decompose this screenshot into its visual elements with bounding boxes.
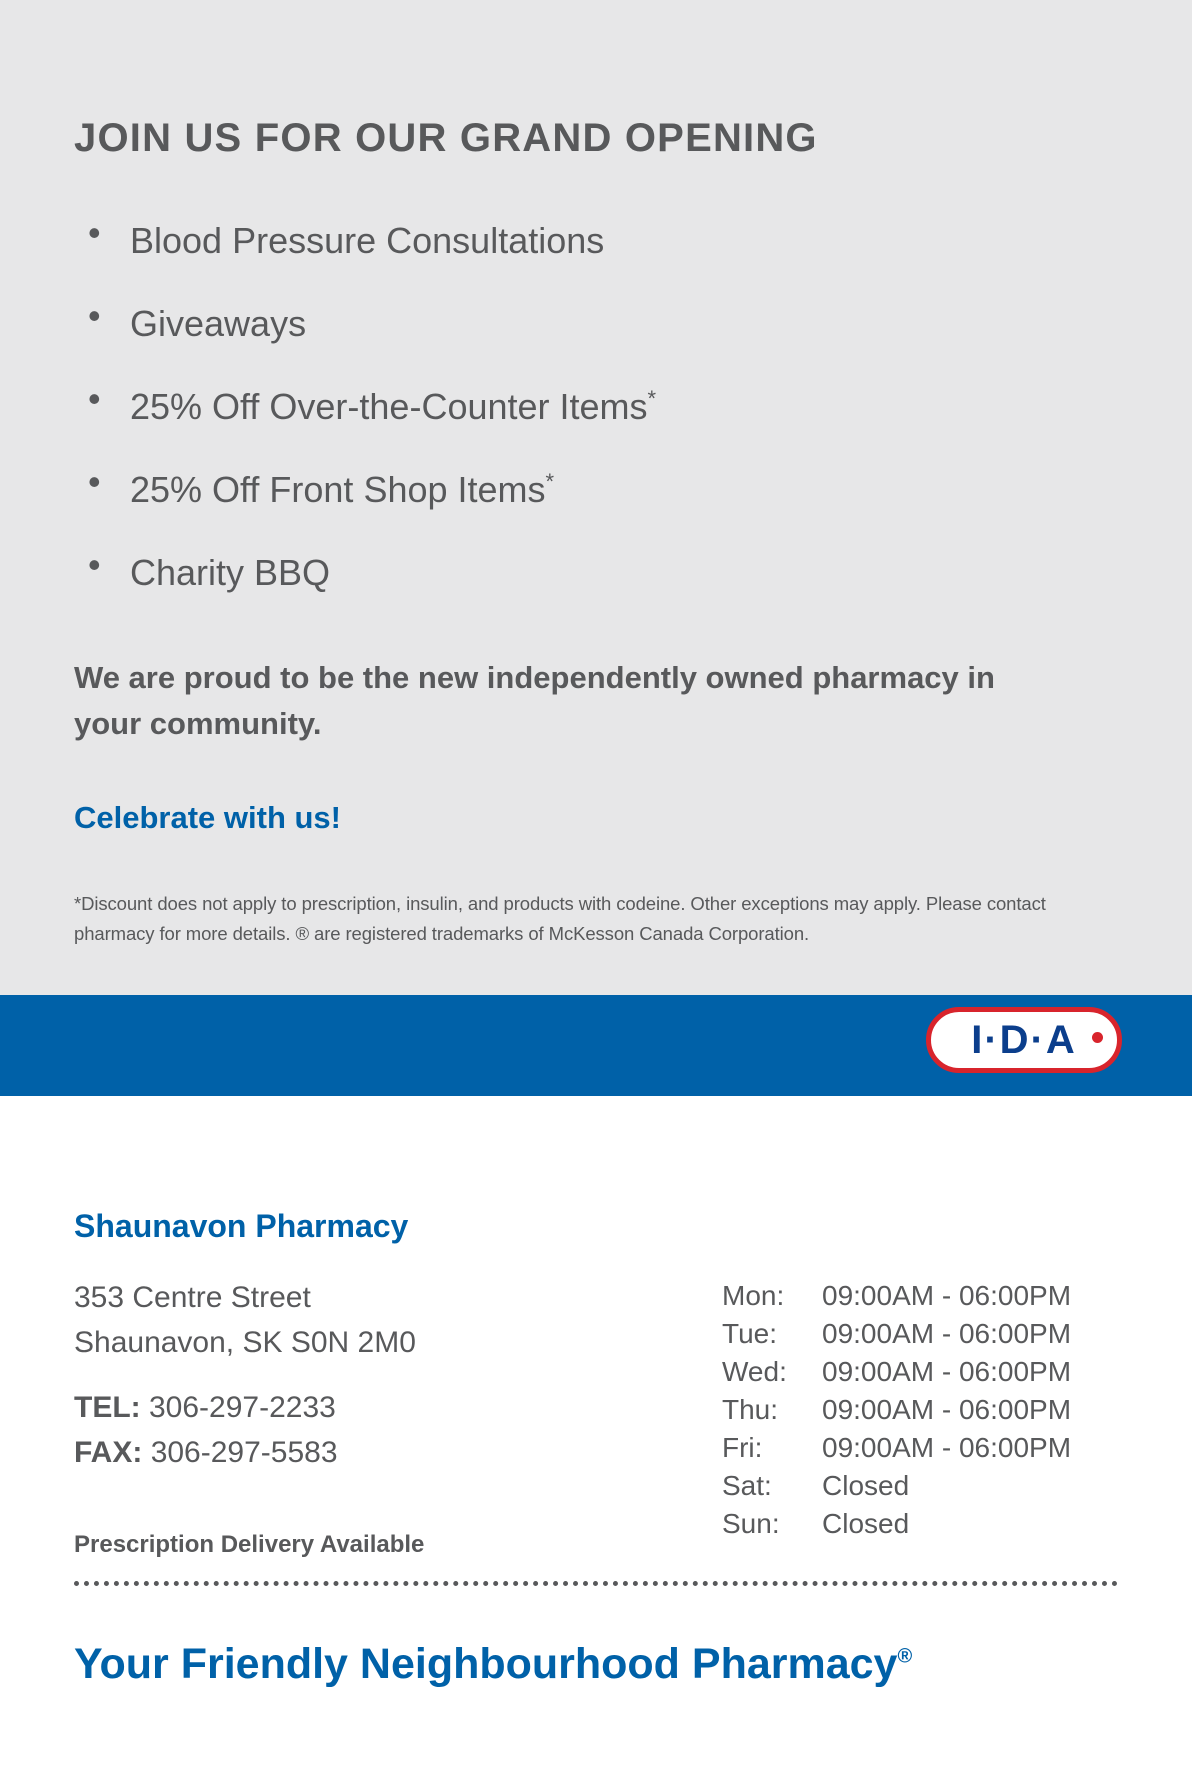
telephone-label: TEL: (74, 1391, 141, 1424)
offer-label: 25% Off Front Shop Items (130, 469, 546, 510)
store-contact (74, 1385, 338, 1475)
list-item (74, 361, 974, 444)
list-item (74, 195, 974, 278)
hours-time: 09:00AM - 06:00PM (822, 1356, 1072, 1387)
store-name: Shaunavon Pharmacy (74, 1208, 409, 1244)
page-title: JOIN US FOR OUR GRAND OPENING (74, 116, 818, 160)
table-row (722, 1277, 1122, 1315)
address-line-1: 353 Centre Street (74, 1281, 311, 1314)
table-row (722, 1315, 1122, 1353)
hours-day: Wed: (722, 1356, 787, 1387)
offer-asterisk: * (647, 386, 657, 411)
bullet-icon: • (88, 544, 101, 585)
bullet-icon: • (88, 295, 101, 336)
hours-time: 09:00AM - 06:00PM (822, 1394, 1072, 1425)
telephone-row (74, 1385, 338, 1430)
hours-day: Sat: (722, 1470, 772, 1501)
hours-day: Mon: (722, 1280, 785, 1311)
hours-time: 09:00AM - 06:00PM (822, 1318, 1072, 1349)
hours-day: Sun: (722, 1508, 780, 1539)
table-row (722, 1429, 1122, 1467)
offer-label: Charity BBQ (130, 552, 331, 593)
list-item (74, 444, 974, 527)
table-row (722, 1467, 1122, 1505)
footer-tagline-text: Your Friendly Neighbourhood Pharmacy (74, 1640, 898, 1688)
hours-time: 09:00AM - 06:00PM (822, 1280, 1072, 1311)
hours-time: 09:00AM - 06:00PM (822, 1432, 1072, 1463)
address-line-2: Shaunavon, SK S0N 2M0 (74, 1326, 416, 1359)
ida-logo-label: I·D·A (971, 1018, 1077, 1062)
hours-time: Closed (822, 1508, 910, 1539)
footer-tagline (74, 1640, 912, 1689)
divider (74, 1581, 1118, 1586)
telephone-value[interactable]: 306-297-2233 (149, 1391, 336, 1424)
hours-day: Tue: (722, 1318, 777, 1349)
bullet-icon: • (88, 378, 101, 419)
offer-label: Giveaways (130, 303, 307, 344)
offer-list (74, 195, 974, 610)
list-item (74, 527, 974, 610)
hours-time: Closed (822, 1470, 910, 1501)
store-address (74, 1275, 416, 1365)
table-row (722, 1505, 1122, 1543)
store-hours-table (722, 1277, 1122, 1543)
bullet-icon: • (88, 212, 101, 253)
hours-day: Fri: (722, 1432, 763, 1463)
disclaimer-text: *Discount does not apply to prescription, insulin, and products with codeine. Other exceptions may apply. Please contact pharmacy for more details. ® are registered trademarks of McKesson Canada Corporation. (74, 893, 1046, 944)
ida-logo-icon (926, 1007, 1122, 1073)
list-item (74, 278, 974, 361)
table-row (722, 1353, 1122, 1391)
bullet-icon: • (88, 461, 101, 502)
delivery-note: Prescription Delivery Available (74, 1531, 425, 1558)
celebrate-callout: Celebrate with us! (74, 800, 341, 835)
offer-label: 25% Off Over-the-Counter Items (130, 386, 648, 427)
ida-logo-dot-icon (1092, 1032, 1103, 1043)
fax-row (74, 1430, 338, 1475)
fax-label: FAX: (74, 1436, 143, 1469)
registered-mark-icon: ® (897, 1645, 913, 1668)
fax-value: 306-297-5583 (150, 1436, 338, 1469)
offer-asterisk: * (545, 469, 555, 494)
proud-statement: We are proud to be the new independently owned pharmacy in your community. (74, 660, 995, 741)
offer-label: Blood Pressure Consultations (130, 220, 605, 261)
hours-day: Thu: (722, 1394, 779, 1425)
table-row (722, 1391, 1122, 1429)
